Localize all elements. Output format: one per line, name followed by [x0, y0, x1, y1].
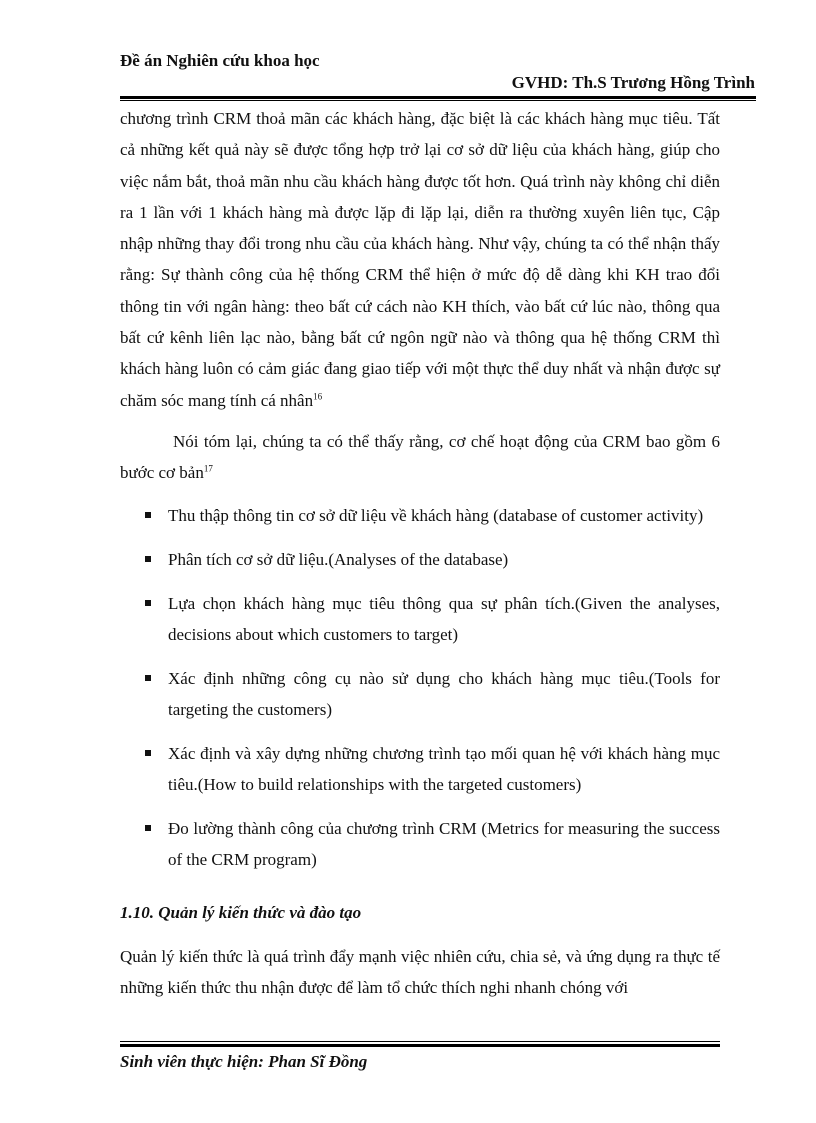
list-item — [120, 663, 720, 726]
footnote-ref: 16 — [313, 391, 323, 402]
header-supervisor: GVHD: Th.S Trương Hồng Trình — [511, 73, 755, 92]
list-item-text: Lựa chọn khách hàng mục tiêu thông qua sự phân tích.(Given the analyses, decisions about which customers to target) — [168, 593, 720, 644]
header-project-title: Đề án Nghiên cứu khoa học — [120, 51, 320, 70]
body-text — [120, 103, 720, 489]
section-heading: 1.10. Quản lý kiến thức và đào tạo — [120, 903, 362, 922]
header-divider — [120, 96, 756, 101]
list-item — [120, 588, 720, 651]
list-item — [120, 544, 720, 575]
footer-divider — [120, 1041, 720, 1047]
list-item-text: Đo lường thành công của chương trình CRM (Metrics for measuring the success of the CRM program) — [168, 818, 720, 870]
list-item — [120, 738, 720, 801]
list-item — [120, 500, 720, 531]
footnote-ref: 17 — [203, 463, 213, 474]
square-bullet-icon — [145, 825, 151, 831]
square-bullet-icon — [145, 675, 151, 681]
paragraph-text: chương trình CRM thoả mãn các khách hàng, đặc biệt là các khách hàng mục tiêu. Tất cả những kết quả này sẽ được tổng hợp trở lại cơ sở dữ liệu của khách hàng, giúp cho việc nắm bắt, thoả mãn nhu cầu khách hàng được tốt hơn. Quá trình này không chỉ diễn ra 1 lần với 1 khách hàng mà được lặp đi lặp lại, diễn ra thường xuyên liên tục, Cập nhập những thay đổi trong nhu cầu của khách hàng. Như vậy, chúng ta có thể nhận thấy rằng: Sự thành công của hệ thống CRM thể hiện ở mức độ dễ dàng khi KH trao đổi thông tin với ngân hàng: theo bất cứ cách nào KH thích, vào bất cứ lúc nào, thông qua bất cứ kênh liên lạc nào, bằng bất cứ ngôn ngữ nào và thông qua hệ thống CRM thì khách hàng luôn có cảm giác đang giao tiếp với một thực thể duy nhất và nhận được sự chăm sóc mang tính cá nhân — [120, 109, 720, 410]
square-bullet-icon — [145, 600, 151, 606]
summary-paragraph — [120, 426, 720, 489]
list-item-text: Xác định những công cụ nào sử dụng cho khách hàng mục tiêu.(Tools for targeting the customers) — [168, 668, 720, 719]
list-item-text: Phân tích cơ sở dữ liệu.(Analyses of the database) — [168, 549, 509, 569]
crm-steps-list — [120, 500, 720, 888]
list-item — [120, 813, 720, 876]
body-paragraph — [120, 103, 720, 416]
section-paragraph: Quản lý kiến thức là quá trình đẩy mạnh việc nhiên cứu, chia sẻ, và ứng dụng ra thực tế những kiến thức thu nhận được để làm tổ chức thích nghi nhanh chóng với — [120, 947, 720, 998]
square-bullet-icon — [145, 556, 151, 562]
paragraph-text: Nói tóm lại, chúng ta có thể thấy rằng, cơ chế hoạt động của CRM bao gồm 6 bước cơ bản — [120, 431, 720, 483]
square-bullet-icon — [145, 512, 151, 518]
list-item-text: Xác định và xây dựng những chương trình tạo mối quan hệ với khách hàng mục tiêu.(How to build relationships with the targeted customers) — [168, 743, 720, 795]
square-bullet-icon — [145, 750, 151, 756]
footer-author: Sinh viên thực hiện: Phan Sĩ Đồng — [120, 1052, 368, 1071]
list-item-text: Thu thập thông tin cơ sở dữ liệu về khách hàng (database of customer activity) — [168, 506, 704, 525]
